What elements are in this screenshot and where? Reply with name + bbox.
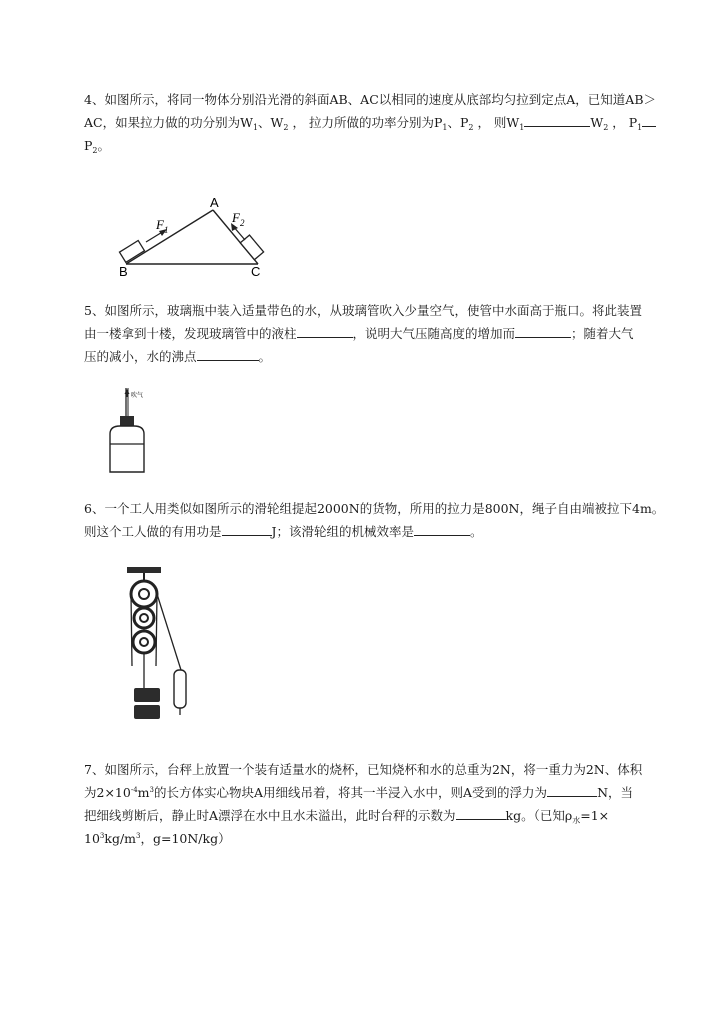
q5-line-3: 压的减小，水的沸点 。: [84, 345, 674, 368]
q5-blank-boiling[interactable]: [197, 346, 259, 361]
q7-line-3: 把细线剪断后，静止时A漂浮在水中且水未溢出，此时台秤的示数为 kg。（已知$\rho_水=1\times$: [84, 804, 674, 827]
q6-line-2: 则这个工人做的有用功是 J；该滑轮组的机械效率是 。: [84, 520, 674, 543]
q6-blank-efficiency[interactable]: [414, 521, 470, 536]
q7-line-1: 7、如图所示，台秤上放置一个装有适量水的烧杯，已知烧杯和水的总重为2N，将一重力为2N、体积: [84, 762, 643, 777]
q4-blank-work[interactable]: [524, 112, 590, 127]
q5-blank-liquid[interactable]: [297, 323, 353, 338]
q7-blank-scale-reading[interactable]: [456, 805, 506, 820]
question-5: [84, 299, 674, 368]
q7-line-4: $10^3kg/m^3$，g=10N/kg）: [84, 831, 231, 846]
blow-label: 吹气: [131, 392, 144, 399]
pulley-figure: [126, 566, 196, 722]
question-6: [84, 497, 674, 543]
question-7: [84, 758, 674, 850]
label-c: C: [251, 264, 261, 278]
incline-figure: [112, 196, 272, 278]
q4-line-2: AC，如果拉力做的功分别为$W_1$、$W_2$ ， 拉力所做的功率分别为$P_1$、$P_2$ ， 则$W_1$ $W_2$ ， $P_1$: [84, 111, 674, 134]
q5-blank-pressure[interactable]: [515, 323, 571, 338]
q4-blank-power[interactable]: [642, 112, 656, 127]
q7-blank-buoyancy[interactable]: [547, 782, 597, 797]
q4-line-3: $P_2$。: [84, 138, 111, 155]
question-4: [84, 88, 674, 157]
q5-line-2: 由一楼拿到十楼，发现玻璃管中的液柱 ，说明大气压随高度的增加而 ；随着大气: [84, 322, 674, 345]
label-a: A: [210, 196, 219, 210]
q4-line-1: 4、如图所示，将同一物体分别沿光滑的斜面AB、AC以相同的速度从底部均匀拉到定点A，已知道AB＞: [84, 92, 656, 107]
q6-blank-useful-work[interactable]: [222, 521, 272, 536]
bottle-figure: [106, 386, 156, 476]
label-b: B: [119, 264, 128, 278]
q7-line-2: 为$2\times 10^{-4}m^3$的长方体实心物块A用细线吊着，将其一半浸入水中，则A受到的浮力为 N，当: [84, 781, 674, 804]
label-f2: $F_2$: [232, 210, 245, 228]
q5-line-1: 5、如图所示，玻璃瓶中装入适量带色的水，从玻璃管吹入少量空气，使管中水面高于瓶口。将此装置: [84, 303, 642, 318]
block-on-ab: [119, 241, 144, 263]
label-f1: $F_1$: [156, 217, 169, 235]
q6-line-1: 6、一个工人用类似如图所示的滑轮组提起2000N的货物，所用的拉力是800N，绳子自由端被拉下4m。: [84, 501, 665, 516]
